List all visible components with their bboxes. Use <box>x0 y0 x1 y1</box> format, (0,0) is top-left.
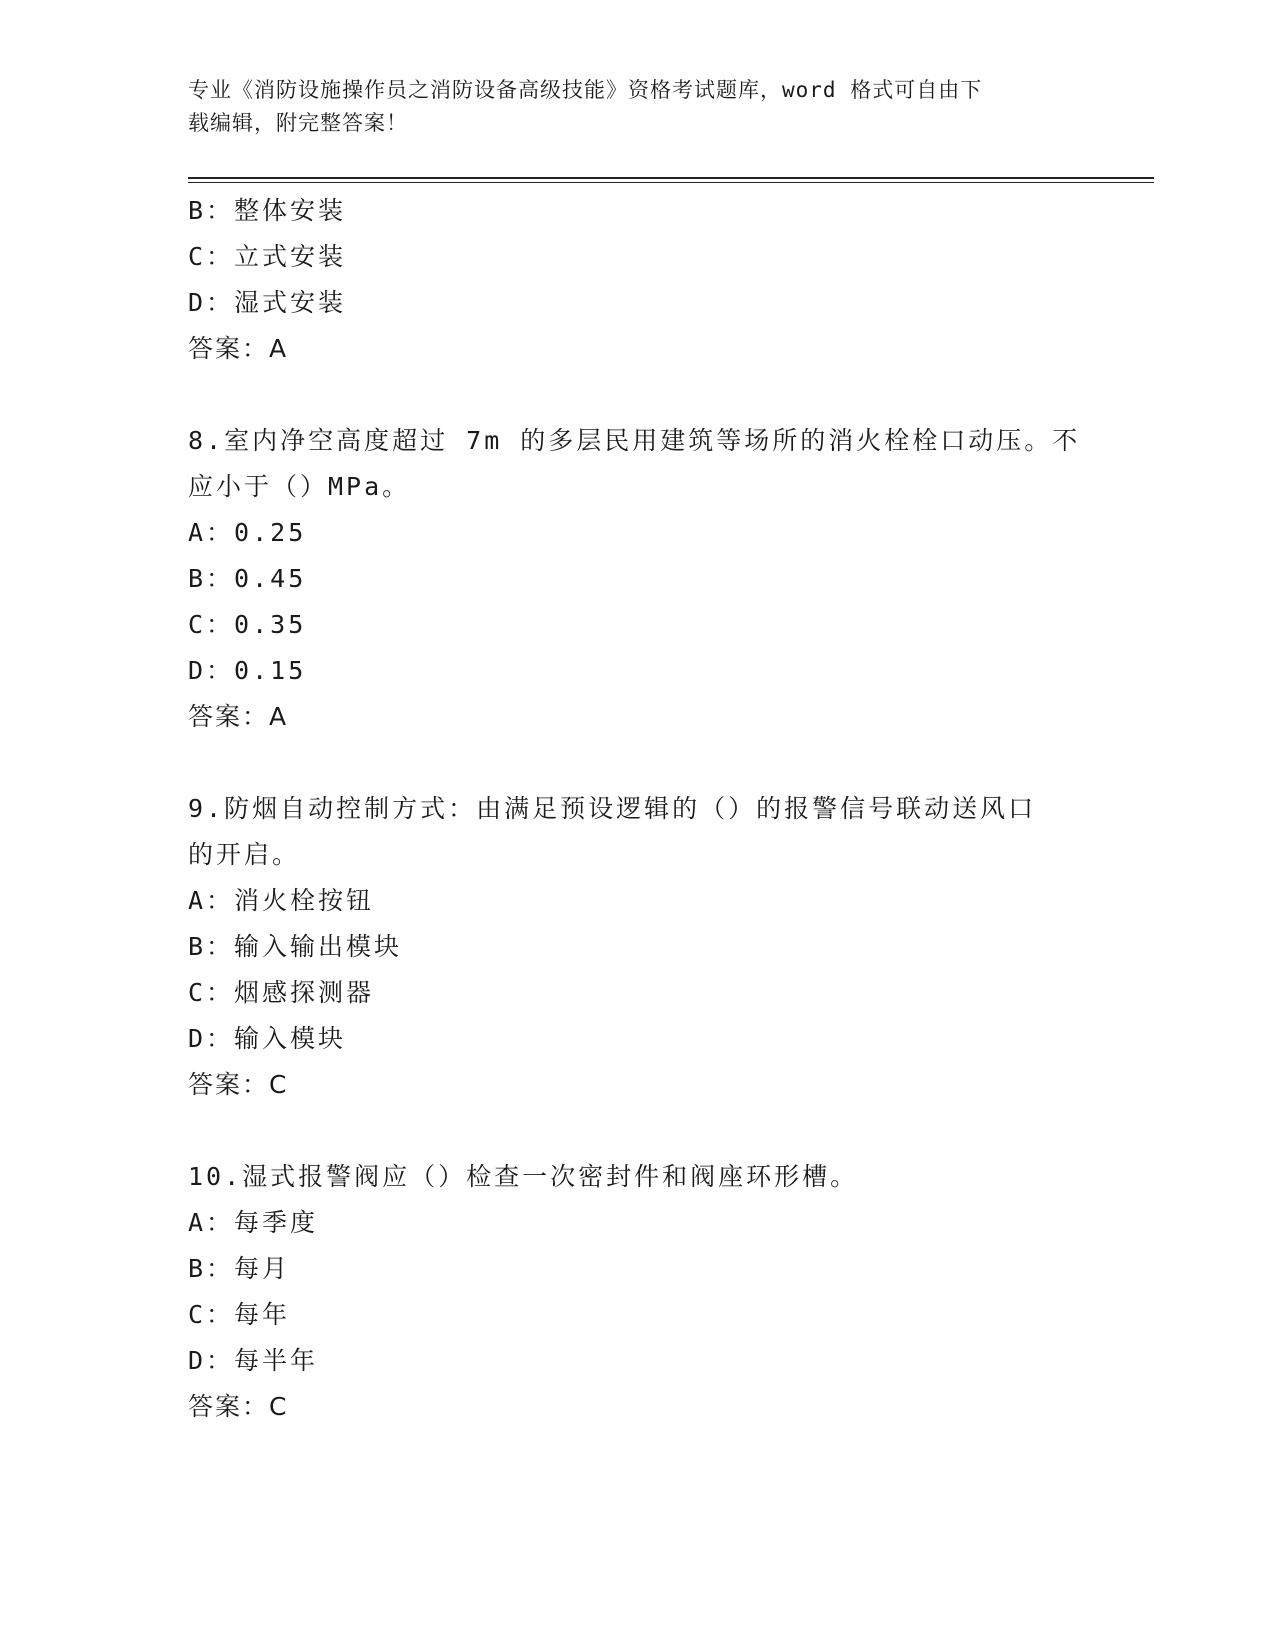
carryover-question <box>188 188 1118 372</box>
option-d: D：输入模块 <box>188 1024 347 1053</box>
document-header <box>188 74 1088 140</box>
option-b: B：整体安装 <box>188 196 347 225</box>
option-a: A：每季度 <box>188 1208 319 1237</box>
option-a: A：0.25 <box>188 518 307 547</box>
option-b: B：输入输出模块 <box>188 932 403 961</box>
option-c: C：烟感探测器 <box>188 978 375 1007</box>
header-line-2: 载编辑，附完整答案！ <box>188 111 408 135</box>
header-divider-thin <box>188 182 1154 183</box>
answer: 答案：C <box>188 1392 289 1421</box>
option-b: B：0.45 <box>188 564 307 593</box>
option-d: D：每半年 <box>188 1346 319 1375</box>
question-9 <box>188 786 1118 1108</box>
question-stem-line-1: 10.湿式报警阀应（）检查一次密封件和阀座环形槽。 <box>188 1162 859 1191</box>
option-c: C：每年 <box>188 1300 291 1329</box>
option-c: C：0.35 <box>188 610 307 639</box>
option-c: C：立式安装 <box>188 242 347 271</box>
question-stem-line-1: 8.室内净空高度超过 7m 的多层民用建筑等场所的消火栓栓口动压。不 <box>188 426 1081 455</box>
answer: 答案：A <box>188 702 289 731</box>
option-d: D：湿式安装 <box>188 288 347 317</box>
answer: 答案：A <box>188 334 289 363</box>
option-b: B：每月 <box>188 1254 291 1283</box>
header-divider-thick <box>188 177 1154 179</box>
option-d: D：0.15 <box>188 656 307 685</box>
question-stem-line-2: 的开启。 <box>188 840 301 869</box>
question-8 <box>188 418 1118 740</box>
question-stem-line-1: 9.防烟自动控制方式：由满足预设逻辑的（）的报警信号联动送风口 <box>188 794 1037 823</box>
header-line-1: 专业《消防设施操作员之消防设备高级技能》资格考试题库，word 格式可自由下 <box>188 78 983 102</box>
question-10 <box>188 1154 1118 1430</box>
question-list <box>188 188 1118 1430</box>
answer: 答案：C <box>188 1070 289 1099</box>
question-stem-line-2: 应小于（）MPa。 <box>188 472 411 501</box>
option-a: A：消火栓按钮 <box>188 886 375 915</box>
